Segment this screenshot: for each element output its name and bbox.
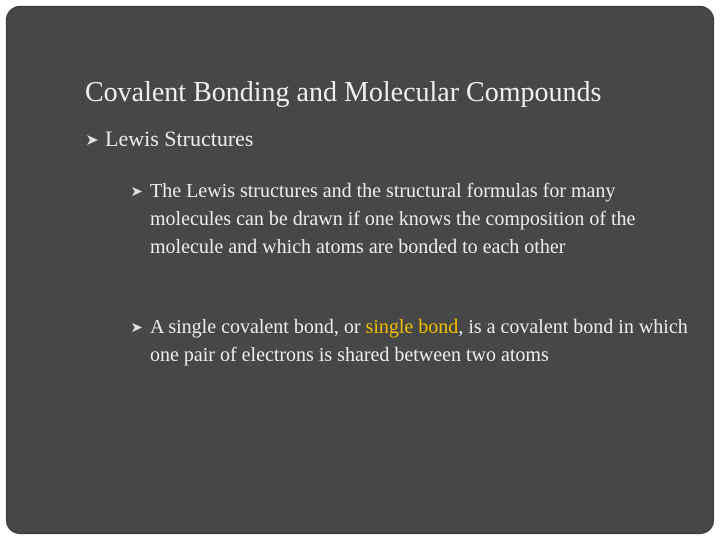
arrow-bullet-icon — [131, 313, 145, 341]
sub-bullet-lewis — [131, 177, 695, 261]
arrow-bullet-icon — [86, 124, 100, 154]
sub-bullet-single-bond — [131, 313, 695, 369]
heading-bullet — [86, 124, 253, 154]
slide-title: Covalent Bonding and Molecular Compounds — [85, 77, 602, 108]
arrow-bullet-icon — [131, 177, 145, 205]
heading-text: Lewis Structures — [105, 126, 254, 151]
sub-bullet-text-after: , is a covalent bond in which one pair of electrons is shared between two atoms — [150, 316, 688, 366]
sub-bullet-text-before: A single covalent bond, or — [150, 316, 366, 338]
slide — [6, 6, 714, 534]
highlighted-term: single bond — [365, 316, 459, 338]
sub-bullet-lewis-text: The Lewis structures and the structural formulas for many molecules can be drawn if one knows the composition of the molecule and which atoms are bonded to each other — [150, 180, 636, 258]
